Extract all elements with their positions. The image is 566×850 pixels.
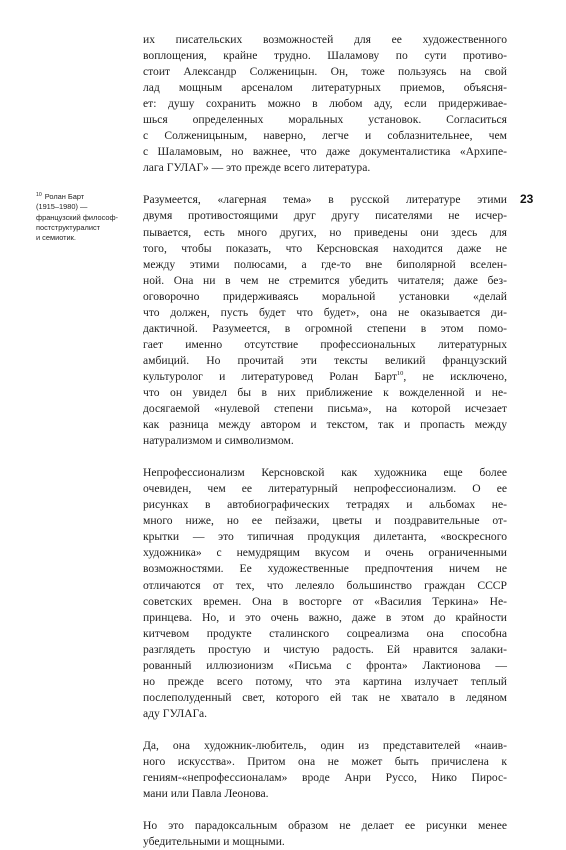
footnote-line: и семиотик. xyxy=(36,233,76,243)
text-line: воплощения, крайне трудно. Шаламову по сути противо- xyxy=(143,49,507,63)
footnote-reference[interactable]: 10 xyxy=(396,369,404,377)
text-line: шься определенных моральных установок. Согласиться xyxy=(143,113,507,127)
footnote-line: $^{10}$ Ролан Барт xyxy=(36,192,85,201)
text-line: много ниже, но ее пейзажи, цветы и поздравительные от- xyxy=(143,514,507,528)
paragraph xyxy=(143,818,507,850)
text-line: стоит Александр Солженицын. Он, тоже пользуясь на свой xyxy=(143,65,507,79)
text-line: что должен, пусть будет что будет», она не оказывается ди- xyxy=(143,305,507,319)
text-line: художника» с немудрящим вкусом и очень ограниченными xyxy=(143,546,507,560)
text-line: разглядеть простую и чистую радость. Ей нравится залаки- xyxy=(143,642,507,656)
footnote-marker: 10 xyxy=(36,192,42,198)
paragraph xyxy=(143,465,507,722)
page-number: 23 xyxy=(520,192,534,206)
text-line: между этими полюсами, а где-то вне биполярной вселен- xyxy=(143,257,507,271)
text-line: отличаются от тех, что лелеяло большинство граждан СССР xyxy=(143,578,507,592)
text-line: Но это парадоксальным образом не делает ее рисунки менее xyxy=(143,819,507,833)
text-line: пывается, есть много других, но приведены они здесь для xyxy=(143,225,507,239)
text-line: ной. Она ни в чем не стремится убедить читателя; даже без- xyxy=(143,273,507,287)
paragraph xyxy=(143,192,507,449)
text-line: возможностями. Ее художественные предпочтения ничем не xyxy=(143,562,507,576)
paragraph xyxy=(143,32,507,176)
footnote-line: постструктуралист xyxy=(36,222,101,232)
text-line: что он увидел бы в них приближение к вожделенной и не- xyxy=(143,385,507,399)
text-line: Непрофессионализм Керсновской как художника еще более xyxy=(143,466,507,480)
text-line: Разумеется, «лагерная тема» в русской литературе этими xyxy=(143,193,507,207)
text-line: рисунках в автобиографических тетрадях и альбомах не- xyxy=(143,498,507,512)
text-line: ет: душу сохранить можно в любом аду, если придерживае- xyxy=(143,97,507,111)
paragraph-gap xyxy=(143,449,507,465)
footnote xyxy=(36,190,136,243)
text-line: лад мощным арсеналом литературных приемов, объясня- xyxy=(143,81,507,95)
text-line: дактичной. Разумеется, в огромной степени в этом помо- xyxy=(143,321,507,335)
body-text xyxy=(143,32,507,850)
text-line: того, чтобы показать, что Керсновская находится даже не xyxy=(143,241,507,255)
text-line: натурализмом и символизмом. xyxy=(143,434,294,448)
text-line: их писательских возможностей для ее художественного xyxy=(143,33,507,46)
text-line: мани или Павла Леонова. xyxy=(143,787,269,801)
text-line: культуролог и литературовед Ролан Барт$^{10}$, не исключено, xyxy=(143,369,507,383)
text-line: гает именно отсутствие профессиональных литературных xyxy=(143,337,507,351)
text-line: лага ГУЛАГ» — это прежде всего литература. xyxy=(143,161,371,175)
text-line: убедительными и мощными. xyxy=(143,835,285,849)
text-line: с Солженицыным, наверно, легче и соблазнительнее, чем xyxy=(143,129,507,143)
text-line: крытки — это типичная продукция дилетанта, «воскресного xyxy=(143,530,507,544)
text-line: двумя противостоящими друг другу писателями не исчер- xyxy=(143,209,507,223)
text-line: гениям-«непрофессионалам» вроде Анри Руссо, Нико Пирос- xyxy=(143,771,507,785)
text-line: ного искусства». Притом она не может быть причислена к xyxy=(143,754,507,768)
text-line: оговорочно придерживаясь моральной установки «делай xyxy=(143,289,507,303)
text-line: очевиден, чем ее литературный непрофессионализм. О ее xyxy=(143,482,507,496)
paragraph-gap xyxy=(143,176,507,192)
footnote-line: (1915–1980) — xyxy=(36,202,88,212)
text-line: но прежде всего потому, что эта картина излучает теплый xyxy=(143,674,507,688)
text-line: послеполуденный свет, которого ей так не хватало в ледяном xyxy=(143,690,507,704)
footnote-line: французский философ- xyxy=(36,212,119,222)
text-line: китчевом продукте сталинского соцреализма она способна xyxy=(143,626,507,640)
text-line: советских времен. Она в восторге от «Василия Теркина» Не- xyxy=(143,594,507,608)
paragraph-gap xyxy=(143,722,507,738)
text-line: с Шаламовым, но важнее, что даже документалистика «Архипе- xyxy=(143,145,507,159)
text-line: досягаемой «нулевой степени письма», на которой исчезает xyxy=(143,402,507,416)
text-line: рованный иллюзионизм «Письма с фронта» Лактионова — xyxy=(143,658,507,672)
text-line: Да, она художник-любитель, один из представителей «наив- xyxy=(143,738,507,752)
text-line: как разница между автором и текстом, так и пропасть между xyxy=(143,418,507,432)
paragraph xyxy=(143,738,507,802)
text-line: аду ГУЛАГа. xyxy=(143,706,208,720)
text-line: принцева. Но, и это очень важно, даже в этом до крайности xyxy=(143,610,507,624)
text-line: амбиций. Но прочитай эти тексты великий французский xyxy=(143,353,507,367)
paragraph-gap xyxy=(143,802,507,818)
